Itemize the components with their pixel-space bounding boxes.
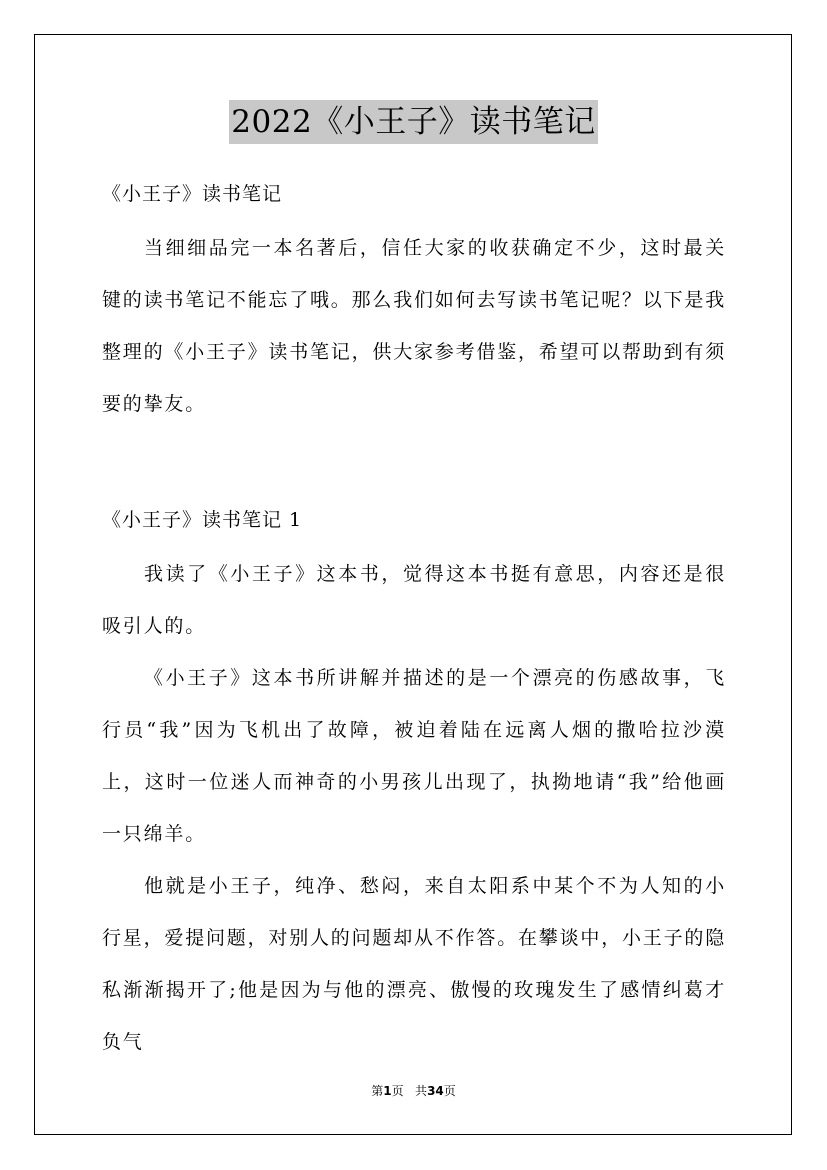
- total-suffix: 页: [443, 1084, 456, 1098]
- body-paragraph-3: 他就是小王子，纯净、愁闷，来自太阳系中某个不为人知的小行星，爱提问题，对别人的问题却从不作答。在攀谈中，小王子的隐私渐渐揭开了;他是因为与他的漂亮、傲慢的玫瑰发生了感情纠葛才负气: [102, 875, 727, 1053]
- section-heading-1: 《小王子》读书笔记 1: [102, 509, 303, 531]
- page-number: 1: [383, 1084, 392, 1098]
- total-prefix: 共: [415, 1084, 428, 1098]
- page-footer: [0, 1082, 827, 1099]
- page-suffix: 页: [391, 1084, 404, 1098]
- document-title: 2022《小王子》读书笔记: [229, 100, 597, 144]
- body-paragraph-1: 我读了《小王子》这本书，觉得这本书挺有意思，内容还是很吸引人的。: [102, 563, 726, 637]
- intro-heading: 《小王子》读书笔记: [102, 183, 283, 205]
- intro-paragraph: 当细细品完一本名著后，信任大家的收获确定不少，这时最关键的读书笔记不能忘了哦。那么我们如何去写读书笔记呢？以下是我整理的《小王子》读书笔记，供大家参考借鉴，希望可以帮助到有须要的挚友。: [102, 237, 727, 415]
- body-paragraph-2: 《小王子》这本书所讲解并描述的是一个漂亮的伤感故事，飞行员“我”因为飞机出了故障，被迫着陆在远离人烟的撒哈拉沙漠上，这时一位迷人而神奇的小男孩儿出现了，执拗地请“我”给他画一只绵羊。: [102, 667, 726, 845]
- title-container: [0, 100, 827, 144]
- total-pages: 34: [427, 1084, 444, 1098]
- page-prefix: 第: [371, 1084, 384, 1098]
